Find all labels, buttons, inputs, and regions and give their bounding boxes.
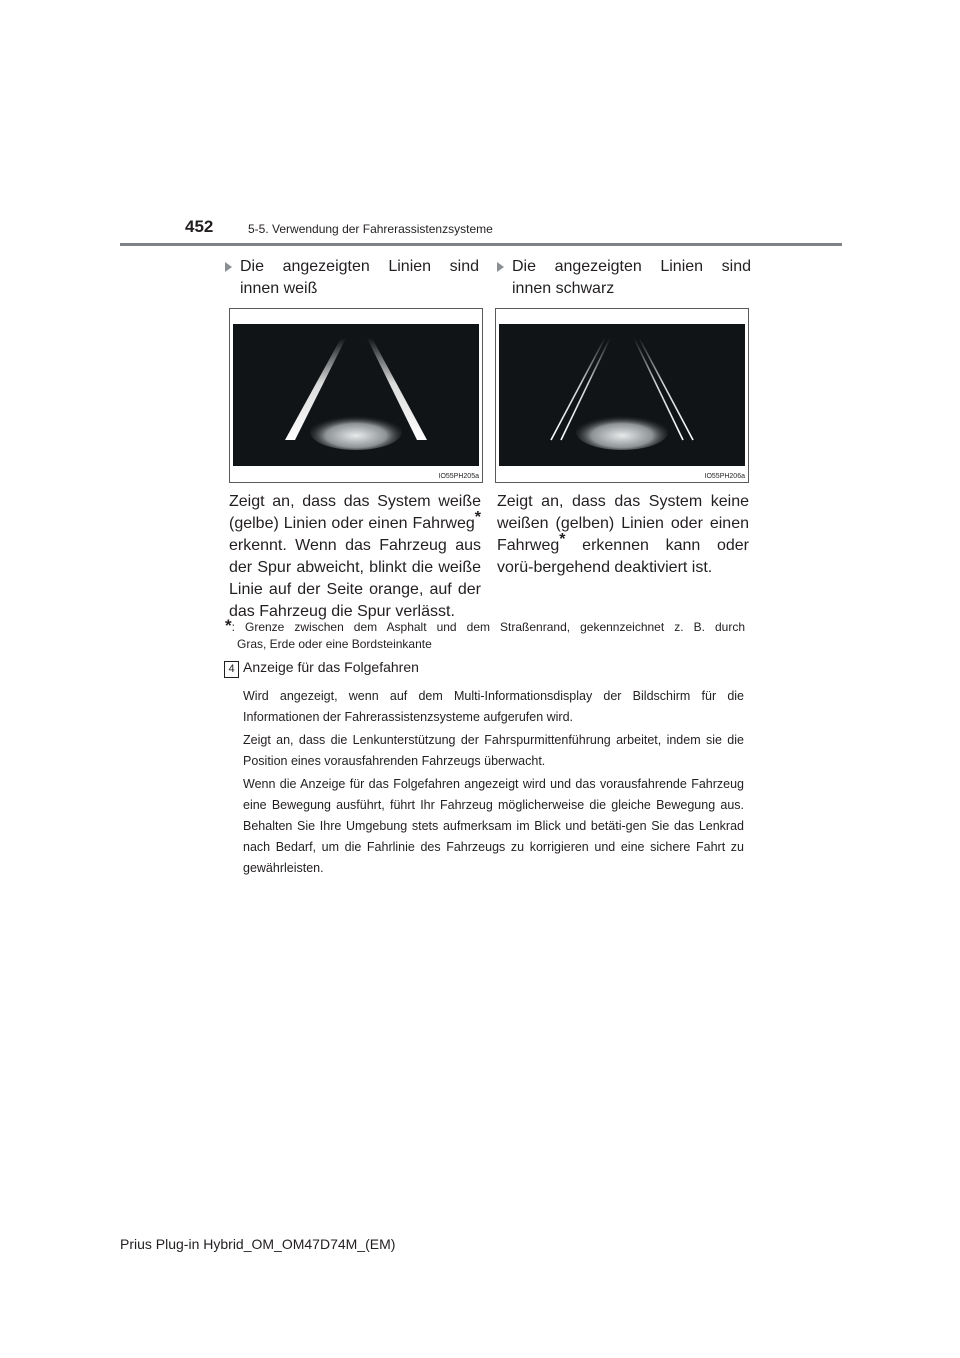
footnote-line [225, 617, 745, 636]
section-title: 5-5. Verwendung der Fahrerassistenzsysteme [248, 222, 493, 236]
column-heading-white-lines [225, 256, 479, 300]
heading-text: Die angezeigten Linien sind innen schwarz [512, 258, 751, 297]
page-number: 452 [185, 217, 214, 236]
figure-white-lines [229, 308, 483, 483]
lane-lines-white-illustration [233, 324, 479, 466]
item-title: Anzeige für das Folgefahren [243, 659, 419, 675]
lane-lines-outline-illustration [499, 324, 745, 466]
desc-text: Zeigt an, dass das System weiße (gelbe) Linien oder einen Fahrweg [229, 493, 481, 532]
heading-text: Die angezeigten Linien sind innen weiß [240, 258, 479, 297]
asterisk-marker: * [474, 509, 481, 526]
figure-code: IO55PH205a [438, 473, 479, 480]
display-screen [499, 324, 745, 466]
footer-doc-id: Prius Plug-in Hybrid_OM_OM47D74M_(EM) [120, 1236, 396, 1252]
item-paragraph: Wenn die Anzeige für das Folgefahren angezeigt wird und das vorausfahrende Fahrzeug eine Bewegung ausführt, führt Ihr Fahrzeug möglicherweise die gleiche Bewegung aus. Behalten Sie Ihre Umgebung stets aufmerksam im Blick und betäti-gen Sie das Lenkrad nach Bedarf, um die Fahrlinie des Fahrzeugs zu korrigieren und eine sichere Fahrt zu gewährleisten. [243, 777, 744, 875]
header-divider [120, 243, 842, 246]
footnote-line: Gras, Erde oder eine Bordsteinkante [237, 637, 432, 651]
figure-code: IO55PH206a [704, 473, 745, 480]
item-paragraph: Zeigt an, dass die Lenkunterstützung der Fahrspurmittenführung arbeitet, indem sie die Position eines vorausfahrenden Fahrzeugs überwacht. [243, 733, 744, 768]
item-paragraph: Wird angezeigt, wenn auf dem Multi-Informationsdisplay der Bildschirm für die Informationen der Fahrerassistenzsysteme aufgerufen wird. [243, 689, 744, 724]
item-number-badge: 4 [224, 661, 239, 678]
column-heading-black-lines [497, 256, 751, 300]
description-black-lines [497, 491, 749, 579]
description-white-lines [229, 491, 481, 623]
triangle-bullet-icon [225, 262, 232, 272]
desc-text: erkennen kann oder vorü-bergehend deaktiviert ist. [497, 537, 749, 576]
asterisk-marker: * [225, 616, 232, 635]
figure-black-lines [495, 308, 749, 483]
footnote [225, 617, 745, 653]
desc-text: erkennt. Wenn das Fahrzeug aus der Spur abweicht, blinkt die weiße Linie auf der Seite orange, auf der das Fahrzeug die Spur verlässt. [229, 537, 481, 620]
display-screen [233, 324, 479, 466]
asterisk-marker: * [559, 531, 566, 548]
footnote-text: : Grenze zwischen dem Asphalt und dem Straßenrand, gekennzeichnet z. B. durch [231, 620, 745, 634]
triangle-bullet-icon [497, 262, 504, 272]
desc-text: Zeigt an, dass das System keine weißen (gelben) Linien oder einen Fahrweg [497, 493, 749, 554]
